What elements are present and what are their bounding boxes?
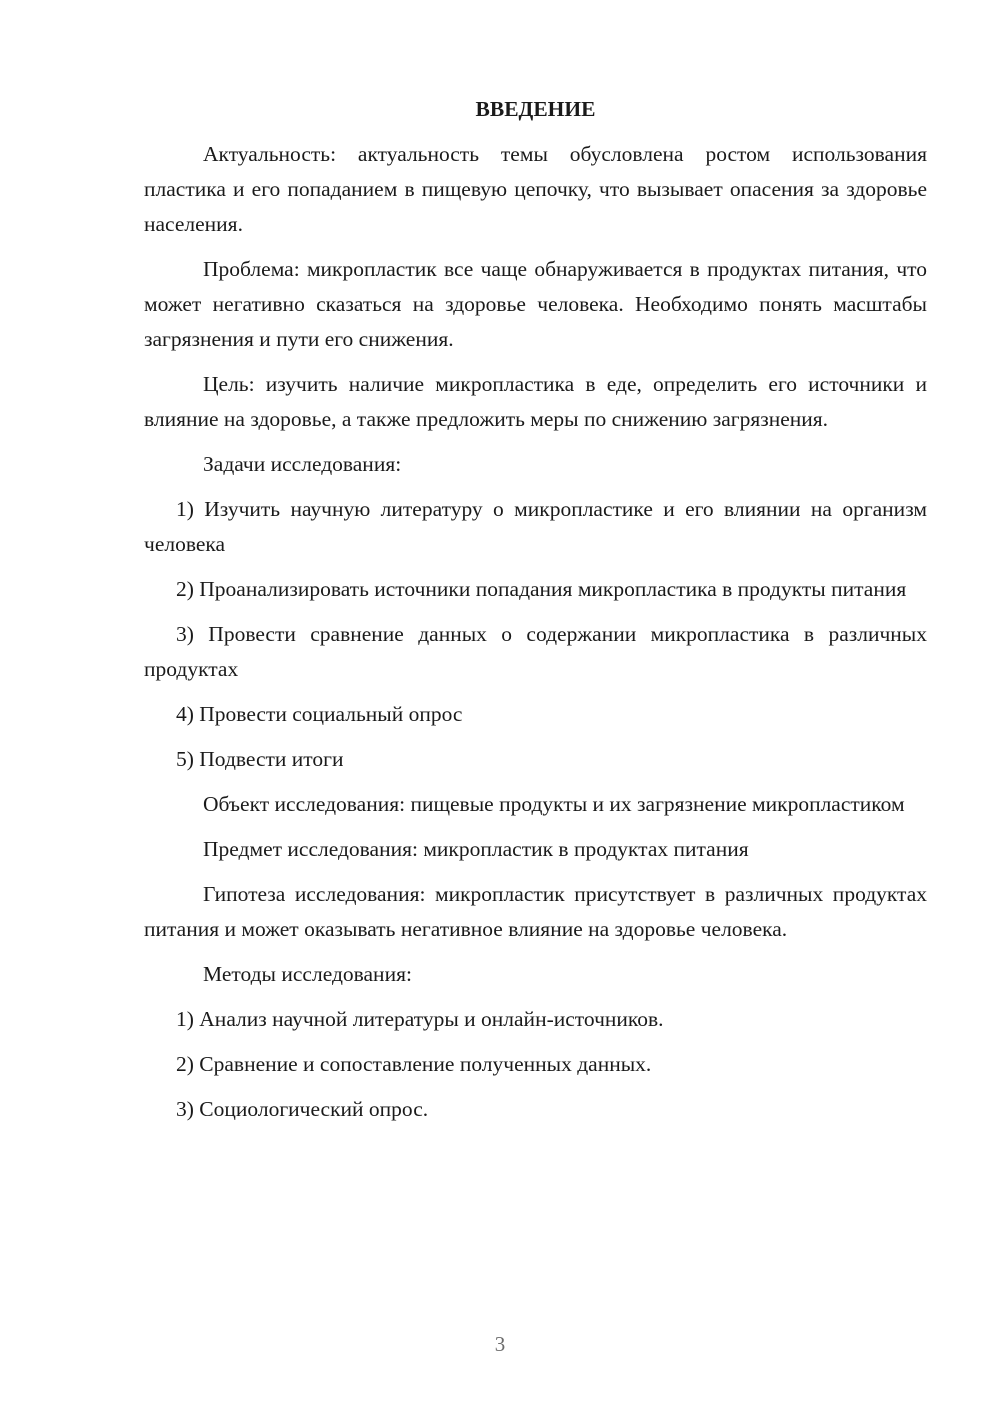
section-title: ВВЕДЕНИЕ bbox=[475, 97, 596, 121]
goal-paragraph: Цель: изучить наличие микропластика в еде, определить его источники и влияние на здоровье, а также предложить меры по снижению загрязнения. bbox=[144, 372, 927, 431]
methods-heading: Методы исследования: bbox=[203, 962, 412, 986]
task-item: 5) Подвести итоги bbox=[176, 747, 344, 771]
tasks-heading: Задачи исследования: bbox=[203, 452, 402, 476]
task-item: 1) Изучить научную литературу о микропластике и его влиянии на организм человека bbox=[144, 497, 927, 556]
relevance-paragraph: Актуальность: актуальность темы обусловлена ростом использования пластика и его попаданием в пищевую цепочку, что вызывает опасения за здоровье населения. bbox=[144, 142, 927, 236]
task-item: 4) Провести социальный опрос bbox=[176, 702, 463, 726]
document-body bbox=[144, 92, 927, 1137]
subject-paragraph: Предмет исследования: микропластик в продуктах питания bbox=[203, 837, 749, 861]
method-item: 3) Социологический опрос. bbox=[176, 1097, 429, 1121]
page-number: 3 bbox=[494, 1332, 506, 1356]
task-item: 3) Провести сравнение данных о содержании микропластика в различных продуктах bbox=[144, 622, 927, 681]
problem-paragraph: Проблема: микропластик все чаще обнаруживается в продуктах питания, что может негативно сказаться на здоровье человека. Необходимо понять масштабы загрязнения и пути его снижения. bbox=[144, 257, 927, 351]
object-paragraph: Объект исследования: пищевые продукты и их загрязнение микропластиком bbox=[203, 792, 905, 816]
hypothesis-paragraph: Гипотеза исследования: микропластик присутствует в различных продуктах питания и может оказывать негативное влияние на здоровье человека. bbox=[144, 882, 927, 941]
method-item: 1) Анализ научной литературы и онлайн-источников. bbox=[176, 1007, 664, 1031]
task-item: 2) Проанализировать источники попадания микропластика в продукты питания bbox=[176, 577, 907, 601]
method-item: 2) Сравнение и сопоставление полученных данных. bbox=[176, 1052, 652, 1076]
